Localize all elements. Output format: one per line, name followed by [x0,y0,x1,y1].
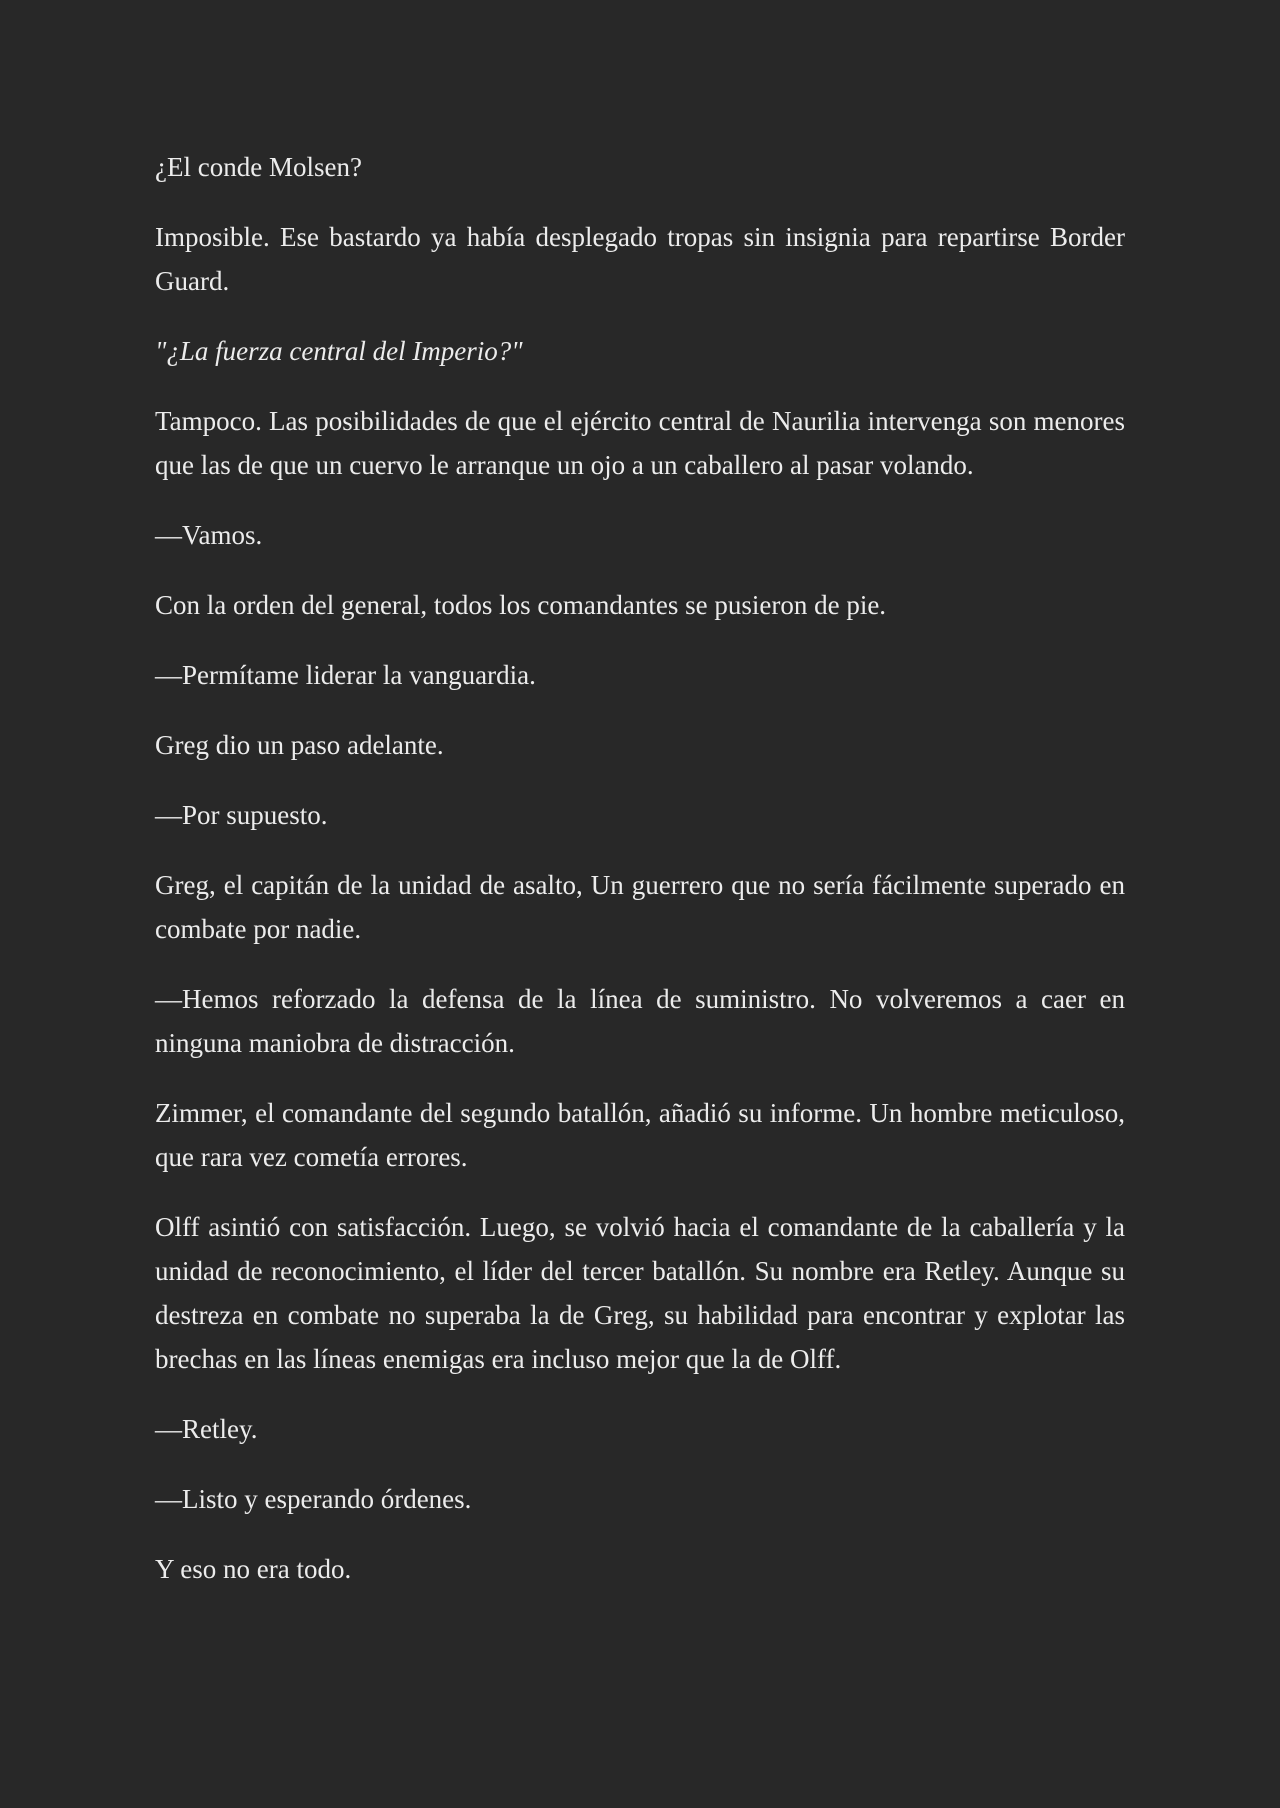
paragraph-impossible: Imposible. Ese bastardo ya había desplegado tropas sin insignia para repartirse Border Guard. [155,222,1125,296]
dialogue-vamos: —Vamos. [155,520,263,550]
paragraph-greg-description: Greg, el capitán de la unidad de asalto, Un guerrero que no sería fácilmente superado en combate por nadie. [155,870,1125,944]
paragraph-commanders-stand: Con la orden del general, todos los comandantes se pusieron de pie. [155,590,887,620]
dialogue-of-course: —Por supuesto. [155,800,328,830]
paragraph-olff-retley: Olff asintió con satisfacción. Luego, se volvió hacia el comandante de la caballería y la unidad de reconocimiento, el líder del tercer batallón. Su nombre era Retley. Aunque su destreza en combate no superaba la de Greg, su habilidad para encontrar y explotar las brechas en las líneas enemigas era incluso mejor que la de Olff. [155,1212,1125,1374]
dialogue-retley: —Retley. [155,1414,258,1444]
dialogue-lead-vanguard: —Permítame liderar la vanguardia. [155,660,536,690]
dialogue-ready: —Listo y esperando órdenes. [155,1484,472,1514]
dialogue-supply-line: —Hemos reforzado la defensa de la línea de suministro. No volveremos a caer en ninguna maniobra de distracción. [155,984,1125,1058]
paragraph-greg-steps: Greg dio un paso adelante. [155,730,444,760]
paragraph-zimmer: Zimmer, el comandante del segundo batallón, añadió su informe. Un hombre meticuloso, que rara vez cometía errores. [155,1098,1125,1172]
paragraph-not-all: Y eso no era todo. [155,1554,352,1584]
paragraph-naurilia-odds: Tampoco. Las posibilidades de que el ejército central de Naurilia intervenga son menores que las de que un cuervo le arranque un ojo a un caballero al pasar volando. [155,406,1125,480]
paragraph-central-force-thought: "¿La fuerza central del Imperio?" [155,336,523,366]
paragraph-molsen-question: ¿El conde Molsen? [155,152,362,182]
